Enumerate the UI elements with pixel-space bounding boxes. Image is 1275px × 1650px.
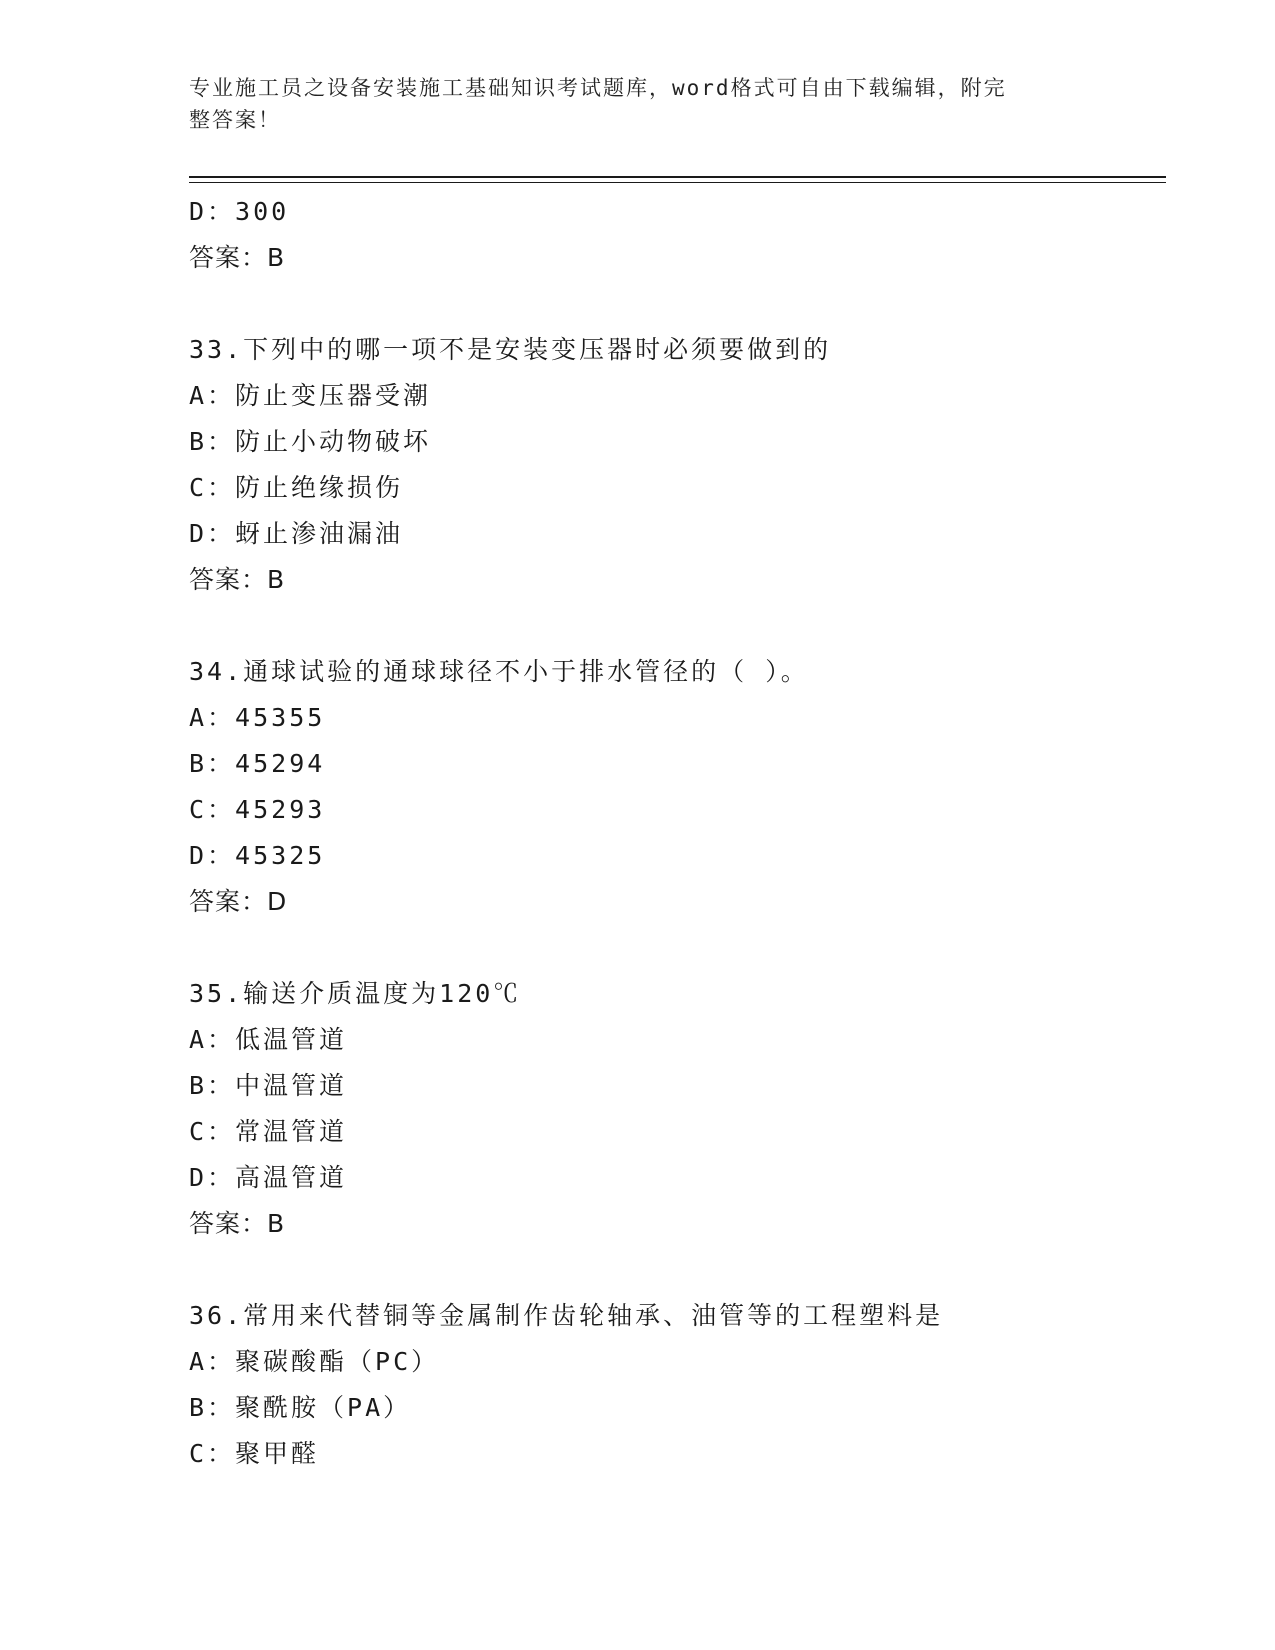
spacer: [189, 925, 1166, 971]
option-c: C：聚甲醛: [189, 1439, 320, 1468]
option-b: B：45294: [189, 749, 326, 778]
question-35: [189, 971, 1166, 1247]
answer-line: 答案：D: [189, 887, 288, 916]
spacer: [189, 603, 1166, 649]
answer-line: 答案：B: [189, 1209, 286, 1238]
question-34: [189, 649, 1166, 925]
option-a: A：防止变压器受潮: [189, 381, 432, 410]
option-b: B：防止小动物破坏: [189, 427, 432, 456]
header-title-line-1: 专业施工员之设备安装施工基础知识考试题库，word格式可自由下载编辑，附完: [189, 76, 1007, 100]
option-c: C：45293: [189, 795, 326, 824]
answer-line: 答案：B: [189, 565, 286, 594]
previous-question-tail: [189, 189, 1166, 281]
option-a: A：45355: [189, 703, 326, 732]
header-divider-thin: [189, 182, 1166, 183]
header-title-line-2: 整答案！: [189, 108, 281, 132]
option-b: B：中温管道: [189, 1071, 348, 1100]
option-b: B：聚酰胺（PA）: [189, 1393, 412, 1422]
option-d: D：高温管道: [189, 1163, 348, 1192]
option-a: A：低温管道: [189, 1025, 348, 1054]
question-36: [189, 1293, 1166, 1477]
document-header: [189, 72, 1089, 136]
question-stem: 33.下列中的哪一项不是安装变压器时必须要做到的: [189, 335, 832, 364]
spacer: [189, 1247, 1166, 1293]
answer-line: 答案：B: [189, 243, 286, 272]
question-list: [189, 189, 1166, 1477]
question-stem: 35.输送介质温度为120℃: [189, 979, 522, 1008]
option-c: C：常温管道: [189, 1117, 348, 1146]
option-a: A：聚碳酸酯（PC）: [189, 1347, 440, 1376]
spacer: [189, 281, 1166, 327]
question-33: [189, 327, 1166, 603]
question-stem: 36.常用来代替铜等金属制作齿轮轴承、油管等的工程塑料是: [189, 1301, 944, 1330]
question-stem: 34.通球试验的通球球径不小于排水管径的（ ）。: [189, 657, 809, 686]
option-d: D：蚜止渗油漏油: [189, 519, 404, 548]
option-d: D：300: [189, 197, 290, 226]
option-c: C：防止绝缘损伤: [189, 473, 404, 502]
header-divider-thick: [189, 176, 1166, 178]
option-d: D：45325: [189, 841, 326, 870]
